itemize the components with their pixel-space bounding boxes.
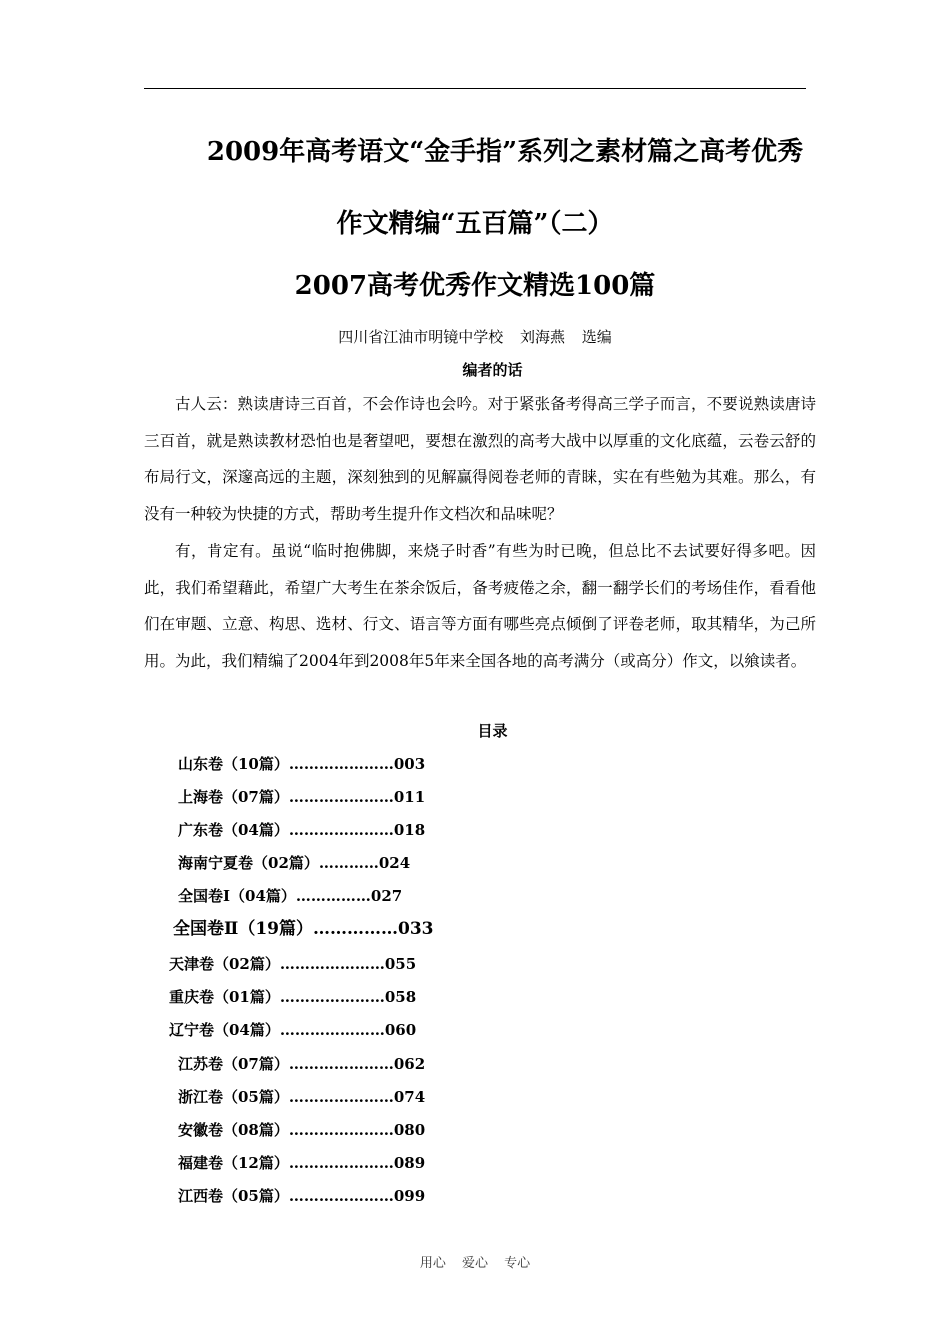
toc-item-tianjin[interactable]: 天津卷（02篇）…………………055: [169, 955, 417, 973]
toc-item-anhui[interactable]: 安徽卷（08篇）…………………080: [178, 1121, 426, 1139]
toc-item-shanghai[interactable]: 上海卷（07篇）…………………011: [178, 788, 426, 806]
editor-note-heading: 编者的话: [462, 361, 523, 379]
title-line-1: 2009年高考语文“金手指”系列之素材篇之高考优秀: [206, 137, 804, 167]
toc-item-jiangsu[interactable]: 江苏卷（07篇）…………………062: [178, 1055, 426, 1073]
paragraph-text: 古人云：熟读唐诗三百首，不会作诗也会吟。对于紧张备考得高三学子而言，不要说熟读唐诗三百首，就是熟读教材恐怕也是奢望吧，要想在激烈的高考大战中以厚重的文化底蕴，云卷云舒的布局行文，深邃高远的主题，深刻独到的见解赢得阅卷老师的青睐，实在有些勉为其难。那么，有没有一种较为快捷的方式，帮助考生提升作文档次和品味呢？: [144, 395, 816, 523]
editor-note-paragraph-1: [144, 386, 816, 532]
author-school: 四川省江油市明镜中学校: [338, 328, 504, 346]
title-line-2: 作文精编“五百篇”（二）: [336, 209, 614, 239]
author-name: 刘海燕: [519, 328, 565, 346]
toc-item-national-2[interactable]: 全国卷Ⅱ（19篇）……………033: [173, 919, 434, 939]
footer-word: 爱心: [461, 1256, 488, 1271]
header-rule: [144, 88, 806, 89]
footer-word: 用心: [419, 1256, 446, 1271]
paragraph-text: 有，肯定有。虽说“临时抱佛脚，来烧子时香”有些为时已晚，但总比不去试要好得多吧。因此，我们希望藉此，希望广大考生在茶余饭后，备考疲倦之余，翻一翻学长们的考场佳作，看看他们在审题、立意、构思、选材、行文、语言等方面有哪些亮点倾倒了评卷老师，取其精华，为己所用。为此，我们精编了2004年到2008年5年来全国各地的高考满分（或高分）作文，以飨读者。: [144, 542, 816, 670]
toc-item-shandong[interactable]: 山东卷（10篇）…………………003: [178, 755, 426, 773]
footer-word: 专心: [504, 1256, 531, 1271]
author-line: [0, 327, 950, 347]
toc-heading: 目录: [477, 722, 508, 740]
toc-item-chongqing[interactable]: 重庆卷（01篇）…………………058: [169, 988, 417, 1006]
toc-item-jiangxi[interactable]: 江西卷（05篇）…………………099: [178, 1187, 426, 1205]
page-footer: [0, 1252, 950, 1271]
toc-item-liaoning[interactable]: 辽宁卷（04篇）…………………060: [169, 1021, 417, 1039]
toc-item-hainan-ningxia[interactable]: 海南宁夏卷（02篇）…………024: [178, 854, 411, 872]
toc-item-national-1[interactable]: 全国卷Ⅰ（04篇）……………027: [178, 887, 403, 905]
toc-item-guangdong[interactable]: 广东卷（04篇）…………………018: [178, 821, 426, 839]
toc-item-fujian[interactable]: 福建卷（12篇）…………………089: [178, 1154, 426, 1172]
editor-note-paragraph-2: [144, 533, 816, 679]
title-line-3: 2007高考优秀作文精选100篇: [294, 271, 656, 301]
toc-item-zhejiang[interactable]: 浙江卷（05篇）…………………074: [178, 1088, 426, 1106]
author-role: 选编: [581, 328, 612, 346]
